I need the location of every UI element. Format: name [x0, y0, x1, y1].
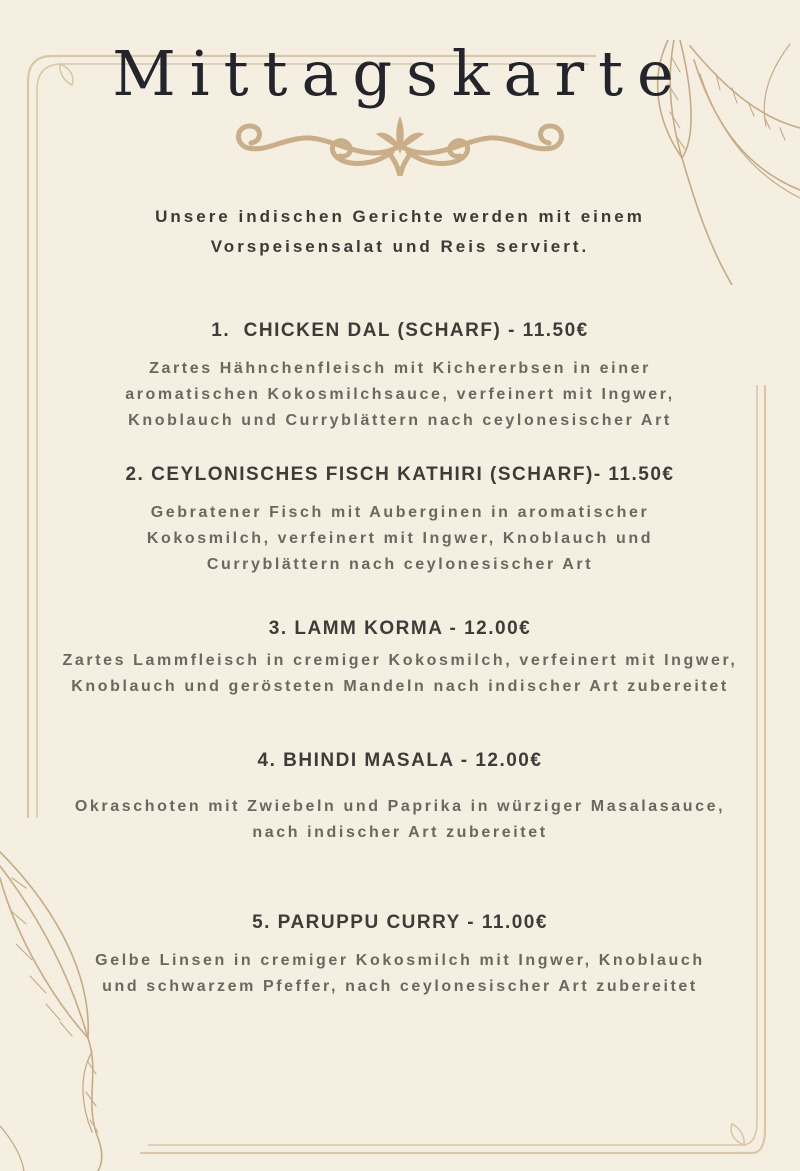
page-title: Mittagskarte — [112, 37, 688, 110]
menu-item-description: Okraschoten mit Zwiebeln und Paprika in würziger Masalasauce, nach indischer Art zubereitet — [74, 798, 726, 842]
menu-item-heading: 5. PARUPPU CURRY - 11.00€ — [252, 912, 548, 934]
menu-item-heading: 1. CHICKEN DAL (SCHARF) - 11.50€ — [211, 320, 589, 342]
menu-item-fisch-kathiri — [50, 464, 750, 578]
menu-item-paruppu-curry — [50, 912, 750, 1000]
menu-card — [50, 37, 750, 1000]
intro-text: Unsere indischen Gerichte werden mit einem Vorspeisensalat und Reis serviert. — [155, 207, 645, 257]
menu-item-description: Gelbe Linsen in cremiger Kokosmilch mit Ingwer, Knoblauch und schwarzem Pfeffer, nach ceylonesischer Art zubereitet — [95, 952, 705, 996]
flourish-divider — [50, 112, 750, 176]
menu-item-chicken-dal — [50, 320, 750, 434]
menu-item-heading: 4. BHINDI MASALA - 12.00€ — [257, 750, 543, 772]
menu-item-bhindi-masala — [50, 750, 750, 846]
menu-list — [50, 320, 750, 1000]
menu-item-description: Zartes Hähnchenfleisch mit Kichererbsen in einer aromatischen Kokosmilchsauce, verfeinert mit Ingwer, Knoblauch und Curryblättern nach ceylonesischer Art — [125, 360, 675, 430]
menu-item-heading: 2. CEYLONISCHES FISCH KATHIRI (SCHARF)- 11.50€ — [125, 464, 675, 486]
menu-item-description: Gebratener Fisch mit Auberginen in aromatischer Kokosmilch, verfeinert mit Ingwer, Knoblauch und Curryblättern nach ceylonesischer Art — [146, 504, 654, 574]
flourish-divider-icon — [210, 112, 590, 176]
menu-item-description: Zartes Lammfleisch in cremiger Kokosmilch, verfeinert mit Ingwer, Knoblauch und gerösteten Mandeln nach indischer Art zubereitet — [62, 652, 738, 696]
menu-item-heading: 3. LAMM KORMA - 12.00€ — [268, 618, 532, 640]
menu-item-lamm-korma — [50, 618, 750, 700]
